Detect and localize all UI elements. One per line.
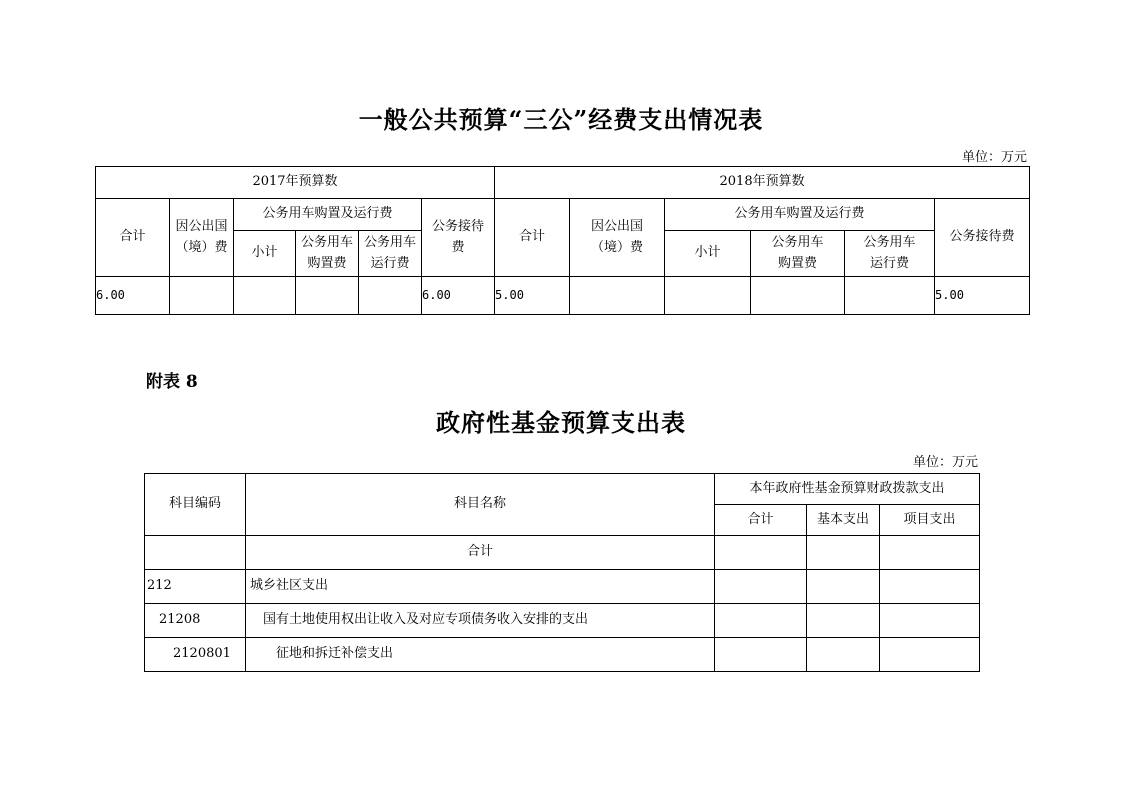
cell-total-2017: 6.00	[96, 277, 170, 315]
header-abroad-2018	[570, 199, 665, 277]
three-public-expenses-table	[95, 166, 1030, 315]
header-vehicle-2018: 公务用车购置及运行费	[665, 199, 935, 231]
cell-total-label: 合计	[246, 536, 715, 570]
cell-total	[715, 638, 807, 672]
header-fund-total: 合计	[715, 505, 807, 536]
cell-subtotal-2018	[665, 277, 751, 315]
table-row	[145, 638, 980, 672]
government-fund-expenditure-table	[144, 473, 980, 672]
cell-total	[715, 570, 807, 604]
header-fund-group: 本年政府性基金预算财政拨款支出	[715, 474, 980, 505]
header-code: 科目编码	[145, 474, 246, 536]
header-total-2018: 合计	[495, 199, 570, 277]
header-purchase-2017	[296, 231, 359, 277]
cell-name: 国有土地使用权出让收入及对应专项债务收入安排的支出	[246, 604, 715, 638]
header-total-2017: 合计	[96, 199, 170, 277]
header-reception-line1: 公务接待	[432, 219, 485, 235]
cell-basic	[807, 536, 880, 570]
annex-label: 附表 8	[146, 372, 198, 392]
cell-subtotal-2017	[234, 277, 296, 315]
cell-total-2018: 5.00	[495, 277, 570, 315]
header-abroad-line1: 因公出国	[175, 219, 228, 235]
header-abroad-line1: 因公出国	[591, 219, 644, 235]
header-operation-2017	[359, 231, 422, 277]
header-vehicle-2017: 公务用车购置及运行费	[234, 199, 422, 231]
table-row	[96, 277, 1030, 315]
cell-project	[880, 604, 980, 638]
header-operation-line2: 运行费	[370, 255, 410, 271]
cell-code	[145, 536, 246, 570]
cell-purchase-2017	[296, 277, 359, 315]
cell-project	[880, 536, 980, 570]
cell-project	[880, 638, 980, 672]
header-purchase-line2: 购置费	[778, 255, 818, 271]
header-operation-line2: 运行费	[870, 255, 910, 271]
cell-code: 21208	[145, 604, 246, 638]
cell-abroad-2018	[570, 277, 665, 315]
header-subtotal-2017: 小计	[234, 231, 296, 277]
header-purchase-2018	[751, 231, 845, 277]
header-operation-line1: 公务用车	[363, 235, 416, 251]
table1-title: 一般公共预算“三公”经费支出情况表	[358, 105, 764, 134]
header-purchase-line1: 公务用车	[771, 235, 824, 251]
cell-basic	[807, 570, 880, 604]
cell-purchase-2018	[751, 277, 845, 315]
header-reception-line2: 费	[451, 239, 465, 255]
header-subtotal-2018: 小计	[665, 231, 751, 277]
cell-name: 征地和拆迁补偿支出	[246, 638, 715, 672]
header-purchase-line2: 购置费	[307, 255, 347, 271]
cell-reception-2018: 5.00	[935, 277, 1030, 315]
table2-title: 政府性基金预算支出表	[436, 408, 686, 437]
cell-code: 2120801	[145, 638, 246, 672]
cell-name: 城乡社区支出	[246, 570, 715, 604]
year-2018-header: 2018年预算数	[495, 167, 1030, 199]
header-purchase-line1: 公务用车	[300, 235, 353, 251]
cell-operation-2017	[359, 277, 422, 315]
cell-basic	[807, 604, 880, 638]
header-abroad-2017	[170, 199, 234, 277]
header-basic: 基本支出	[807, 505, 880, 536]
header-abroad-line2: （境）费	[591, 239, 644, 255]
table2-unit: 单位：万元	[912, 455, 978, 470]
table-row	[145, 604, 980, 638]
header-name: 科目名称	[246, 474, 715, 536]
year-2017-header: 2017年预算数	[96, 167, 495, 199]
table-row-total	[145, 536, 980, 570]
table1-unit: 单位：万元	[961, 150, 1027, 165]
header-operation-line1: 公务用车	[863, 235, 916, 251]
cell-basic	[807, 638, 880, 672]
header-reception-2018: 公务接待费	[935, 199, 1030, 277]
cell-code: 212	[145, 570, 246, 604]
cell-operation-2018	[845, 277, 935, 315]
cell-total	[715, 604, 807, 638]
cell-total	[715, 536, 807, 570]
header-operation-2018	[845, 231, 935, 277]
table-row	[145, 570, 980, 604]
cell-project	[880, 570, 980, 604]
header-project: 项目支出	[880, 505, 980, 536]
header-abroad-line2: （境）费	[175, 239, 228, 255]
cell-abroad-2017	[170, 277, 234, 315]
cell-reception-2017: 6.00	[422, 277, 495, 315]
header-reception-2017	[422, 199, 495, 277]
